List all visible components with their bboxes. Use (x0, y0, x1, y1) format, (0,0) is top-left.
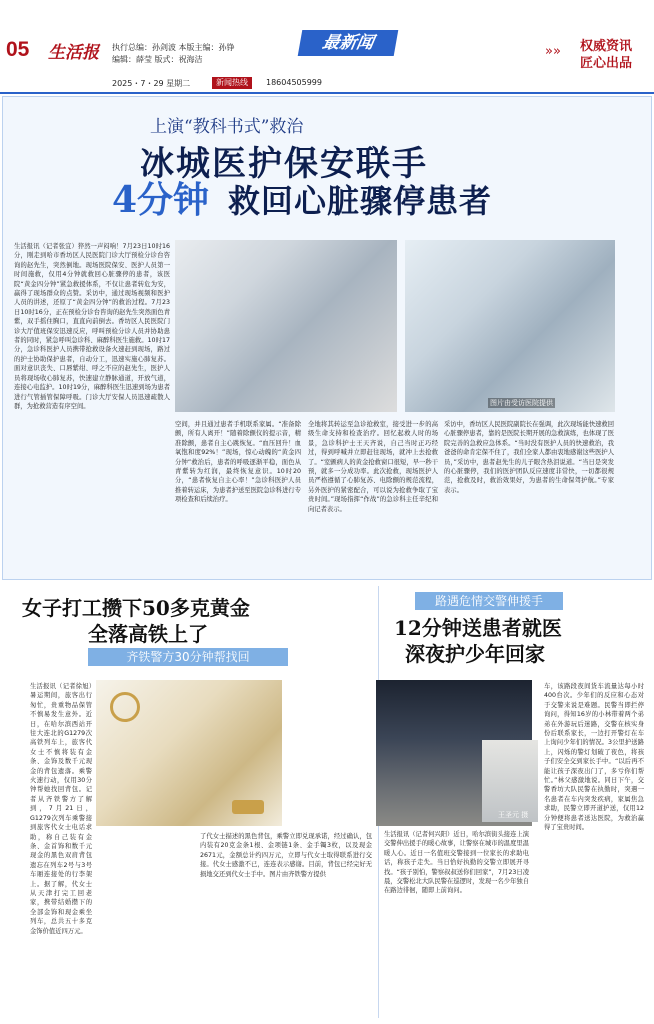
story3-headline-2: 深夜护少年回家 (405, 642, 545, 666)
newspaper-name: 生活报 (48, 43, 99, 63)
story1-headline-em: 4分钟 (112, 179, 210, 221)
slogan-line-2: 匠心出品 (580, 56, 633, 71)
gold-necklace-icon (110, 692, 140, 722)
story2-column-1: 生活报讯（记者徐旭）暑运期间，旅客出行匆忙，贵重物品保管不慎易发生意外。近日，在哈尔滨西站开往大连北的G1279次高铁列车上，旅客代女士不慎将装有金条、金饰及数千元现金的背包遗落。乘警火速行动，仅用30分钟帮她找回背包。记者从齐铁警方了解到，7月21日，G1279次列车乘警接到旅客代女士电话求助，称自己装有金条、金首饰和数千元现金的黑色双肩背包遗忘在列车2号与3号车厢连接处的行李架上。据了解，代女士从天津打完工回老家，携带结婚攒下的全部金饰和现金乘坐列车，总共五十多克金饰价值近四万元。 (30, 683, 92, 935)
story3-photo-credit: 王圣元 摄 (498, 811, 529, 819)
hotline-label: 新闻热线 (212, 77, 252, 89)
story1-kicker: 上演“教科书式”救治 (150, 117, 304, 137)
story1-photo-2 (405, 240, 615, 412)
page-number: 05 (6, 38, 30, 61)
slogan (580, 38, 632, 72)
gold-bar-icon (232, 800, 264, 814)
story1-column-2: 空间，并且通过患者手机联系家属。“准备除颤，所有人离开！”随着除颤仪的提示音，精准除颤，患者自主心跳恢复。“血压回升！血氧饱和度92%！”现场，惊心动魄的“黄金四分钟”救治后，患者的呼吸逐渐平稳，面色从青紫转为红润，最终恢复意识。10时20分，“患者恢复自主心率！”急诊科医护人员推着转运床，为患者护送至医院急诊科进行专项检查和后续治疗。 (175, 421, 301, 504)
story3-headline-1: 12分钟送患者就医 (394, 616, 562, 640)
issue-date: 2025・7・29 星期二 (112, 79, 191, 88)
editor-line-1: 执行总编：孙剑波 本版主编：孙铮 (112, 43, 235, 52)
story2-subhead: 齐铁警方30分钟帮找回 (88, 648, 288, 666)
story1-headline-2: 救回心脏骤停患者 (228, 182, 493, 220)
story2-headline-2: 全落高铁上了 (88, 622, 208, 646)
story3-subhead: 路遇危情交警伸援手 (415, 592, 563, 610)
story2-headline-1: 女子打工攒下50多克黄金 (22, 596, 250, 620)
story1-column-3: 全地将其转运至急诊抢救室，接受进一步的高级生命支持和检查治疗。回忆起救人时的场景，急诊科护士王天齐说，自己当时正巧经过，得到呼喊并立即赶往现场，就冲上去抢救了。“室颤病人的黄金抢救窗口很短，早一秒干预，就多一分成功率。此次抢救，现场医护人员严格遵循了心肺复苏、电除颤的规范流程，另外医护的紧密配合，可以说为抢救争取了宝贵时间。”现场指挥“作战”的急诊科主任辛纪和向记者表示。 (308, 421, 438, 513)
story2-column-2: 了代女士描述的黑色背包，乘警立即兑现承诺，经过确认，包内装有20克金条1根、金项链1条、金手镯3枚，以及现金2671元，金额总计约四万元，立即与代女士取得联系进行交接。代女士感激不已，连连表示感谢。目前，背包已经完好无损地交还到代女士手中。图片由齐铁警方提供 (200, 833, 372, 878)
story3-column-2: 车，该路段夜间货车流量达每小时400台次。少年们的反应和心态对于交警来说是难题。民警当即拦停询问，得知16岁的小林带着两个弟弟在外游玩后迷路，交警在核实身份后联系家长，一边打开警灯在车上询问少年们的情况。3公里护送路上，闪烁的警灯划破了夜色，将孩子们安全交到家长手中。“以后再不能让孩子深夜出门了，多亏你们帮忙。”林父感激地说。同日下午，交警香坊大队民警在执勤时，突遇一名患者在车内突发疾病，家属焦急求助，民警立即开道护送，仅用12分钟便将患者送达医院，为救治赢得了宝贵时间。 (544, 683, 644, 832)
editor-line-2: 编辑：薛莹 版式：祝海洁 (112, 55, 203, 64)
story3-column-1: 生活报讯（记者何兴阳）近日，哈尔滨街头接连上演交警伸出援手的暖心故事，让警察在城市的温度里温暖人心。近日一名值班交警接到一位家长的求助电话，称孩子走失。当日恰好执勤的交警立即展开寻找。“孩子别怕，警察叔叔送你们回家”，7月23日凌晨，交警松北大队民警在巡逻时，发现一名少年独自在路边徘徊，随即上前询问。 (384, 831, 529, 895)
header-divider (0, 92, 654, 94)
story1-photo-credit: 图片由受访医院提供 (490, 399, 553, 407)
editor-credits (112, 42, 235, 66)
story1-headline-1: 冰城医护保安联手 (140, 144, 428, 184)
story1-column-1: 生活报讯（记者张宜）猝然一声闷响！7月23日10时16分，刚走到哈市香坊区人民医院门诊大厅预检分诊台咨询的赵先生，突然倒地。现场医院保安、医护人员第一时间施救，仅用4分钟就救回心脏骤停的患者，该医院“黄金四分钟”紧急救援体系，不仅让患者转危为安，赢得了现场群众的点赞。采访中，通过现场视频和医护人员的讲述，还原了“黄金四分钟”的救治过程。7月23日10时16分，正在预检分诊台咨询的赵先生突然面色青紫，双手摇住胸口，直直向前倒去。香坊区人民医院门诊大厅值班保安迅速反应，呼叫预检分诊人员并协助患者的同时，紧急呼叫急诊科、麻醉科医生施救。10时17分，急诊科医护人员携带抢救设备火速赶到现场，路过的护士协助保护患者，自动分工，迅速实施心肺复苏。面对意识丧失、口唇紫绀、呼之不应的赵先生，医护人员将现场收心肺复苏，快速建立静脉通道，开放气道，连接心电监护。10时19分，麻醉科医生迅速到场为患者进行气管插管保障呼吸。门诊大厅安保人员迅速疏散人群，为抢救营造有序空间。 (14, 243, 170, 410)
slogan-line-1: 权威资讯 (580, 39, 633, 54)
story1-column-4: 采访中，香坊区人民医院副院长在强调，此次现场能快速救回心脏骤停患者，靠的是医院长期开展的急救演练，也体现了医院完善的急救应急体系。“当时没有医护人员的快速救治，我爸爸的命肯定保不住了，我们全家人都由衷地感谢这些医护人员，”采访中，患者赵先生的儿子眼含热泪说道。“当日是突发的心脏骤停，我们的医护团队反应速度非常快，一切都很规范，抢救及时，救治效果好，为患者的生命保驾护航。”专家表示。 (444, 421, 614, 494)
hotline-number: 18604505999 (266, 78, 322, 87)
section-tag: 最新闻 (298, 30, 399, 56)
arrow-icon: »» (545, 44, 561, 59)
story1-photo-1 (175, 240, 397, 412)
